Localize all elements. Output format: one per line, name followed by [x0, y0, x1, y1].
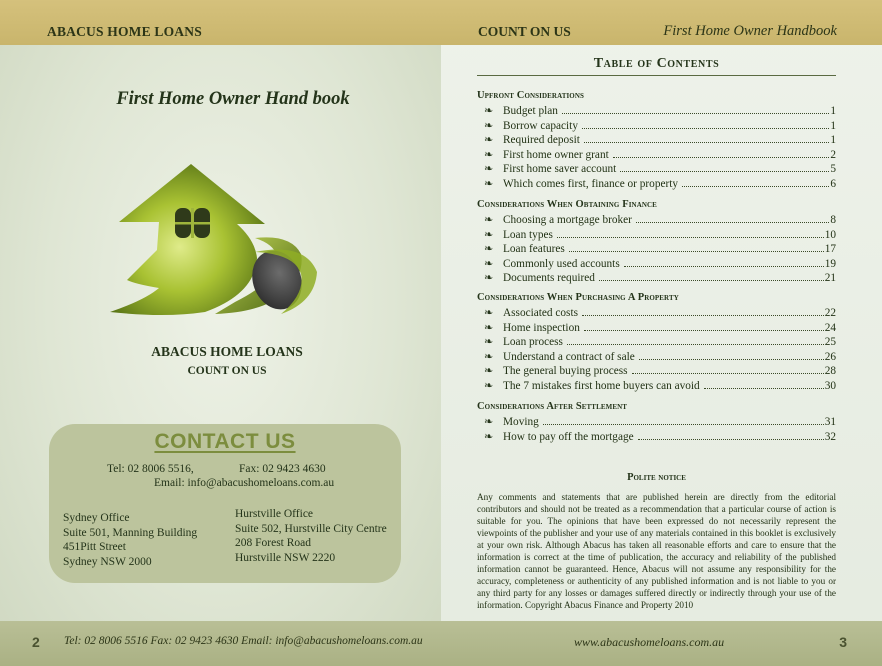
toc-entry-page: 30: [824, 379, 836, 392]
dot-leader: [704, 388, 824, 389]
toc-entry-label: Commonly used accounts: [503, 257, 620, 270]
right-page: [441, 0, 882, 666]
dot-leader: [682, 186, 829, 187]
toc-entry-label: First home owner grant: [503, 148, 609, 161]
toc-entry[interactable]: [477, 306, 836, 321]
toc-entry-label: Which comes first, finance or property: [503, 177, 679, 190]
fleuron-bullet-icon: ❧: [484, 307, 494, 319]
toc-section: [477, 401, 836, 444]
office-line: 451Pitt Street: [63, 541, 126, 553]
toc-entry[interactable]: [477, 213, 836, 228]
toc-entry-page: 32: [824, 430, 836, 443]
dot-leader: [567, 344, 824, 345]
fleuron-bullet-icon: ❧: [484, 321, 494, 334]
toc-entry-page: 8: [830, 214, 836, 226]
fleuron-bullet-icon: ❧: [484, 272, 494, 284]
toc-entry-page: 19: [824, 257, 836, 270]
dot-leader: [584, 142, 829, 143]
fleuron-bullet-icon: ❧: [484, 214, 494, 226]
toc-entry-page: 31: [824, 416, 836, 428]
footer-band: [441, 621, 882, 666]
document-title: First Home Owner Hand book: [116, 89, 350, 109]
fleuron-bullet-icon: ❧: [484, 177, 494, 190]
toc-entry-page: 21: [824, 272, 836, 284]
toc-entry-label: Documents required: [503, 272, 595, 284]
toc-entry[interactable]: [477, 177, 836, 192]
toc-entry[interactable]: [477, 148, 836, 163]
contact-box: [49, 424, 401, 583]
contact-tel[interactable]: Tel: 02 8006 5516,: [107, 463, 194, 475]
contact-email[interactable]: Email: info@abacushomeloans.com.au: [154, 477, 335, 489]
dot-leader: [569, 251, 824, 252]
toc-entry-page: 28: [824, 365, 836, 377]
dot-leader: [557, 237, 824, 238]
fleuron-bullet-icon: ❧: [484, 350, 494, 363]
office-line: Suite 502, Hurstville City Centre: [235, 522, 387, 535]
toc-section-heading: Considerations When Obtaining Finance: [477, 199, 657, 210]
toc-entry-page: 22: [824, 307, 836, 319]
toc-entry[interactable]: [477, 430, 836, 445]
toc-entry-label: Budget plan: [503, 105, 558, 117]
toc-section: [477, 292, 836, 393]
page-number: 3: [839, 634, 847, 650]
office-line: 208 Forest Road: [235, 537, 312, 549]
office-name: Hurstville Office: [235, 508, 314, 520]
toc-entry-page: 24: [824, 321, 836, 334]
toc-entry-label: Loan features: [503, 243, 565, 255]
toc-entry[interactable]: [477, 133, 836, 148]
toc-section-heading: Upfront Considerations: [477, 90, 584, 101]
fleuron-bullet-icon: ❧: [484, 416, 494, 428]
toc-entry-label: Required deposit: [503, 134, 580, 146]
toc-section-heading: Considerations After Settlement: [477, 401, 628, 412]
fleuron-bullet-icon: ❧: [484, 105, 494, 117]
fleuron-bullet-icon: ❧: [484, 365, 494, 377]
brand-block: [0, 344, 441, 377]
toc-entry-label: Understand a contract of sale: [503, 350, 635, 363]
toc-entry-label: Home inspection: [503, 321, 580, 334]
footer-contact: Tel: 02 8006 5516 Fax: 02 9423 4630 Email: info@abacushomeloans.com.au: [64, 635, 423, 647]
toc-entry[interactable]: [477, 415, 836, 430]
toc-entry[interactable]: [477, 257, 836, 272]
fleuron-bullet-icon: ❧: [484, 163, 494, 175]
office-line: Sydney NSW 2000: [63, 555, 152, 568]
fleuron-bullet-icon: ❧: [484, 243, 494, 255]
fleuron-bullet-icon: ❧: [484, 336, 494, 348]
dot-leader: [638, 439, 824, 440]
toc-entry[interactable]: [477, 242, 836, 257]
toc-entry-page: 2: [830, 148, 836, 161]
toc-entry[interactable]: [477, 364, 836, 379]
footer-website-link[interactable]: www.abacushomeloans.com.au: [574, 635, 725, 649]
contact-fax: Fax: 02 9423 4630: [239, 463, 326, 475]
brand-slogan: COUNT ON US: [187, 365, 267, 377]
fleuron-bullet-icon: ❧: [484, 228, 494, 241]
contact-heading: CONTACT US: [154, 430, 296, 453]
dot-leader: [613, 157, 830, 158]
toc-entry-page: 17: [824, 243, 836, 255]
office-line: Suite 501, Manning Building: [63, 526, 198, 539]
fleuron-bullet-icon: ❧: [484, 134, 494, 146]
toc-entry[interactable]: [477, 228, 836, 243]
header-band: [0, 0, 441, 45]
toc-entry-page: 1: [830, 105, 836, 117]
header-title: First Home Owner Handbook: [663, 23, 837, 39]
office-line: Hurstville NSW 2220: [235, 551, 336, 564]
dot-leader: [636, 222, 829, 223]
toc-entry-label: Loan process: [503, 336, 563, 348]
header-brand: ABACUS HOME LOANS: [47, 24, 202, 39]
header-band: [441, 0, 882, 45]
office-sydney: [63, 511, 197, 569]
dot-leader: [599, 280, 824, 281]
toc-entry[interactable]: [477, 271, 836, 286]
fleuron-bullet-icon: ❧: [484, 379, 494, 392]
toc-entry[interactable]: [477, 321, 836, 336]
dot-leader: [624, 266, 824, 267]
toc-section-heading: Considerations When Purchasing A Property: [477, 292, 679, 303]
toc-entry-page: 25: [824, 336, 836, 348]
office-hurstville: [235, 507, 387, 565]
dot-leader: [582, 315, 824, 316]
toc-entry-label: The 7 mistakes first home buyers can avoid: [503, 379, 700, 392]
toc-entry-label: Borrow capacity: [503, 119, 578, 132]
toc-entry-page: 6: [830, 177, 836, 190]
dot-leader: [632, 373, 824, 374]
toc-entry[interactable]: [477, 119, 836, 134]
window-icon: [175, 208, 210, 238]
office-name: Sydney Office: [63, 512, 130, 524]
toc-entry-label: Associated costs: [503, 307, 578, 319]
toc-title: Table of Contents: [477, 56, 836, 76]
dot-leader: [584, 330, 824, 331]
fleuron-bullet-icon: ❧: [484, 430, 494, 443]
toc-entry-label: How to pay off the mortgage: [503, 430, 634, 443]
footer-band: [0, 621, 441, 666]
fleuron-bullet-icon: ❧: [484, 119, 494, 132]
toc-section: [477, 199, 836, 286]
toc-entry-label: The general buying process: [503, 365, 628, 377]
notice-text: Any comments and statements that are published herein are directly from the editorial contributors and should not be treated as a recommendation that a particular course of action is suitable for you. The opinions that have been expressed do not necessarily represent the viewpoints of the publisher and your use of any materials contained in this booklet is exclusively at your own risk. Although Abacus has taken all reasonable efforts and care to ensure that the information is correct at the time of publication, the accuracy and reliability of the published information cannot be guaranteed. Hence, Abacus will not assume any responsibility for the accuracy, completeness or authenticity of any published information and is not liable to you or any third party for any losses or damages suffered directly or indirectly through your use of the information. Copyright Abacus Finance and Property 2010: [477, 492, 836, 610]
house-body: [110, 164, 265, 315]
toc-entry-page: 1: [830, 119, 836, 132]
toc-section: [477, 90, 836, 191]
page-number: 2: [32, 634, 40, 650]
fleuron-bullet-icon: ❧: [484, 148, 494, 161]
toc-entry-page: 26: [824, 350, 836, 363]
toc-entry-page: 1: [830, 134, 836, 146]
toc-entry-page: 5: [830, 163, 836, 175]
toc-entry[interactable]: [477, 104, 836, 119]
toc-entry-page: 10: [824, 228, 836, 241]
dot-leader: [620, 171, 829, 172]
toc-entry-label: First home saver account: [503, 163, 617, 175]
toc-entry[interactable]: [477, 350, 836, 365]
dot-leader: [639, 359, 824, 360]
brand-name: ABACUS HOME LOANS: [151, 344, 303, 359]
toc-entry[interactable]: [477, 162, 836, 177]
toc-entry-label: Moving: [503, 416, 539, 428]
dot-leader: [543, 424, 824, 425]
toc-entry[interactable]: [477, 335, 836, 350]
fleuron-bullet-icon: ❧: [484, 257, 494, 270]
dot-leader: [582, 128, 829, 129]
toc-entry-label: Loan types: [503, 228, 553, 241]
toc-entry[interactable]: [477, 379, 836, 394]
dot-leader: [562, 113, 829, 114]
house-logo-icon: [105, 162, 320, 324]
toc-entry-label: Choosing a mortgage broker: [503, 214, 632, 226]
notice-title: Polite notice: [627, 472, 686, 483]
header-slogan: COUNT ON US: [478, 24, 571, 39]
